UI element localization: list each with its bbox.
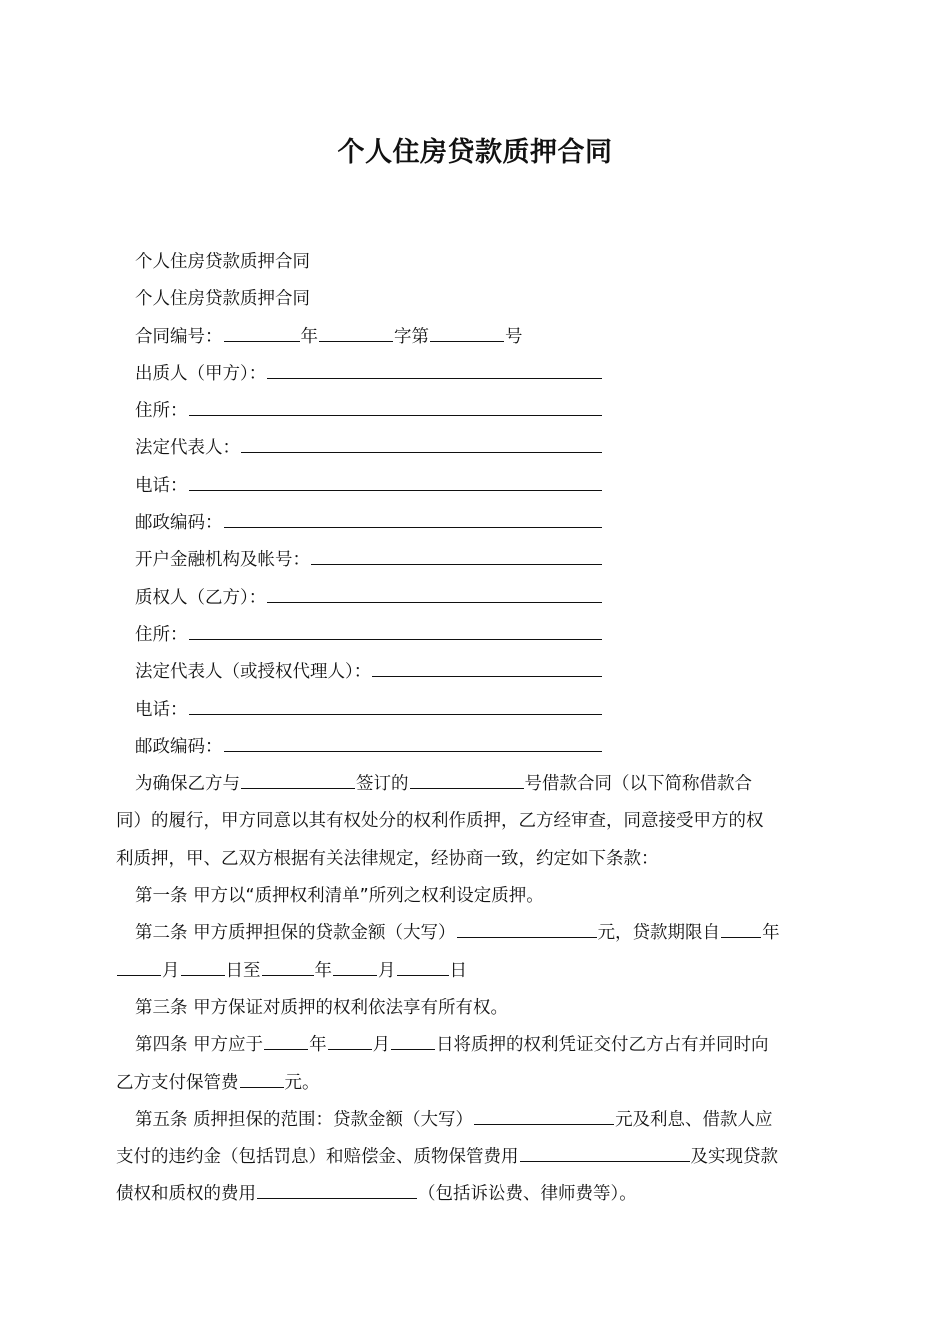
blank-field	[224, 509, 603, 528]
party-a-phone-line	[116, 468, 603, 505]
blank-field	[430, 323, 504, 342]
pledgor-line	[116, 356, 603, 393]
document-body	[116, 244, 835, 1214]
preamble-line-2: 同）的履行，甲方同意以其有权处分的权利作质押，乙方经审查，同意接受甲方的权	[116, 811, 764, 832]
article-4-line-2	[116, 1065, 835, 1102]
preamble-line-3: 利质押，甲、乙双方根据有关法律规定，经协商一致，约定如下条款：	[116, 848, 659, 869]
bank-label: 开户金融机构及帐号：	[135, 550, 310, 571]
blank-field	[267, 360, 602, 379]
contract-number-label: 合同编号：	[135, 326, 223, 347]
blank-field	[257, 1180, 417, 1199]
blank-field	[457, 919, 597, 938]
blank-field	[189, 397, 603, 416]
article-text: 月	[378, 960, 396, 981]
legal-rep-label: 法定代表人（或授权代理人）：	[135, 662, 372, 683]
blank-field	[117, 957, 161, 976]
contract-number-year: 年	[300, 326, 318, 347]
blank-field	[397, 957, 449, 976]
party-a-postcode-line	[116, 505, 603, 542]
party-b-phone-line	[116, 692, 603, 729]
blank-field	[474, 1106, 614, 1125]
blank-field	[189, 472, 603, 491]
article-1: 第一条 甲方以“质押权利清单”所列之权利设定质押。	[135, 886, 544, 907]
article-text: 日至	[225, 960, 261, 981]
preamble-text: 签订的	[356, 774, 409, 795]
party-a-bank-line	[116, 542, 603, 579]
legal-rep-label: 法定代表人：	[135, 438, 240, 459]
preamble-text: 为确保乙方与	[135, 774, 240, 795]
blank-field	[391, 1031, 435, 1050]
pledgee-line	[116, 580, 603, 617]
article-4-line-1	[116, 1027, 835, 1064]
article-text: 及实现贷款	[690, 1147, 778, 1168]
postcode-label: 邮政编码：	[135, 736, 223, 757]
blank-field	[224, 733, 603, 752]
blank-field	[520, 1143, 690, 1162]
article-5-line-1	[116, 1102, 835, 1139]
article-text: 元，贷款期限自	[597, 923, 721, 944]
postcode-label: 邮政编码：	[135, 513, 223, 534]
article-text: 年	[762, 923, 780, 944]
blank-field	[410, 770, 524, 789]
article-text: 第二条 甲方质押担保的贷款金额（大写）	[135, 923, 456, 944]
party-b-address-line	[116, 617, 603, 654]
party-b-legal-rep-line	[116, 654, 603, 691]
contract-number-line	[116, 319, 835, 356]
blank-field	[262, 957, 314, 976]
article-text: 元。	[284, 1072, 320, 1093]
blank-field	[328, 1031, 372, 1050]
article-text: 第五条 质押担保的范围：贷款金额（大写）	[135, 1109, 474, 1130]
blank-field	[319, 323, 393, 342]
preamble-text: 号借款合同（以下简称借款合	[524, 774, 752, 795]
article-2-line-2	[116, 953, 835, 990]
contract-number-zi: 字第	[394, 326, 429, 347]
blank-field	[264, 1031, 308, 1050]
party-a-address-line	[116, 393, 603, 430]
article-text: 债权和质权的费用	[116, 1184, 256, 1205]
phone-label: 电话：	[135, 475, 188, 496]
article-5-line-2	[116, 1139, 835, 1176]
address-label: 住所：	[135, 401, 188, 422]
blank-field	[240, 1069, 284, 1088]
article-text: 日将质押的权利凭证交付乙方占有并同时向	[436, 1035, 769, 1056]
article-text: 年	[314, 960, 332, 981]
heading-line: 个人住房贷款质押合同	[135, 289, 310, 310]
document-title: 个人住房贷款质押合同	[337, 137, 613, 168]
party-a-legal-rep-line	[116, 430, 603, 467]
article-text: 月	[162, 960, 180, 981]
article-text: （包括诉讼费、律师费等）。	[418, 1184, 637, 1205]
blank-field	[267, 584, 602, 603]
blank-field	[189, 696, 603, 715]
heading-line: 个人住房贷款质押合同	[135, 252, 310, 272]
article-text: 日	[449, 960, 467, 981]
article-text: 乙方支付保管费	[116, 1072, 239, 1093]
blank-field	[241, 434, 602, 453]
article-text: 月	[372, 1035, 391, 1056]
blank-field	[189, 621, 603, 640]
phone-label: 电话：	[135, 699, 188, 720]
blank-field	[721, 919, 761, 938]
blank-field	[181, 957, 225, 976]
blank-field	[311, 546, 602, 565]
article-2-line-1	[116, 915, 835, 952]
article-3: 第三条 甲方保证对质押的权利依法享有所有权。	[135, 997, 509, 1018]
article-text: 支付的违约金（包括罚息）和赔偿金、质物保管费用	[116, 1147, 519, 1168]
article-text: 元及利息、借款人应	[615, 1109, 773, 1130]
party-b-postcode-line	[116, 729, 603, 766]
blank-field	[333, 957, 377, 976]
blank-field	[372, 658, 602, 677]
blank-field	[224, 323, 300, 342]
address-label: 住所：	[135, 624, 188, 645]
contract-number-hao: 号	[505, 326, 523, 347]
article-text: 年	[309, 1035, 327, 1056]
pledgor-label: 出质人（甲方）：	[135, 363, 267, 384]
blank-field	[241, 770, 355, 789]
pledgee-label: 质权人（乙方）：	[135, 587, 267, 608]
article-5-line-3	[116, 1176, 835, 1213]
article-text: 第四条 甲方应于	[135, 1035, 264, 1056]
preamble-line-1	[116, 766, 835, 803]
